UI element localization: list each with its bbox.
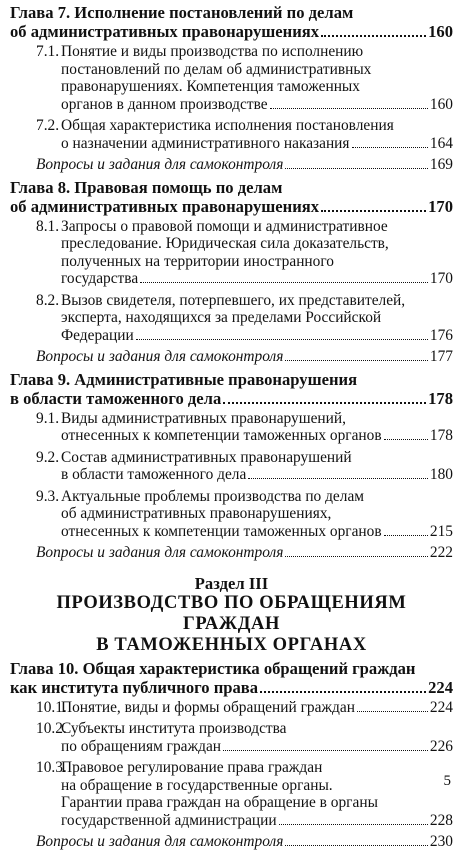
section-title-line: государства (61, 270, 139, 287)
dot-leader (384, 439, 428, 440)
section-body (36, 117, 453, 152)
section-title-line: Актуальные проблемы производства по делам (61, 487, 365, 505)
dot-leader (285, 168, 427, 169)
section-body (36, 720, 453, 755)
section-last-row (61, 270, 453, 288)
section-page-number: 180 (429, 466, 453, 483)
section-page-number: 178 (429, 427, 453, 444)
section-title-line: Понятие и виды производства по исполнению (61, 43, 364, 60)
dot-leader (352, 147, 428, 148)
toc-section-entry (10, 488, 453, 541)
section-title-line: Запросы о правовой помощи и административное (61, 217, 388, 235)
section-title-line: Правовое регулирование права граждан (61, 759, 323, 776)
part-title-line-2: В ТАМОЖЕННЫХ ОРГАНАХ (96, 634, 367, 655)
dot-leader (223, 750, 428, 751)
self-check-questions-entry (10, 348, 453, 366)
dot-leader (285, 556, 427, 557)
section-title-line: Виды административных правонарушений, (61, 409, 346, 427)
toc-section-entry (10, 759, 453, 829)
section-number: 8.2. (36, 291, 60, 309)
toc-part-iii-chapters (10, 659, 453, 851)
section-title-line: Гарантии права граждан на обращение в органы (61, 794, 378, 811)
section-title-line: Общая характеристика исполнения постановления (61, 117, 394, 134)
section-body (36, 488, 453, 541)
section-number: 8.1. (36, 217, 60, 235)
section-text (61, 488, 453, 541)
part-heading (10, 574, 453, 656)
section-body (36, 410, 453, 445)
section-title-line: отнесенных к компетенции таможенных органов (61, 427, 382, 444)
questions-page-number: 169 (429, 156, 453, 173)
chapter-page-number: 160 (428, 22, 453, 41)
part-label: Раздел III (194, 573, 269, 593)
section-page-number: 226 (429, 737, 453, 755)
dot-leader (285, 845, 427, 846)
questions-page-number: 230 (429, 833, 453, 850)
section-title-line: правонарушениях. Компетенция таможенных (61, 78, 360, 95)
questions-label: Вопросы и задания для самоконтроля (36, 544, 284, 561)
section-title-line: по обращениям граждан (61, 737, 222, 755)
dot-leader (321, 35, 426, 37)
section-text (61, 449, 453, 484)
toc-section-entry (10, 292, 453, 345)
toc-part-ii-chapters (10, 3, 453, 562)
section-page-number: 215 (429, 522, 453, 540)
section-title-line: постановлений по делам об административных (61, 60, 372, 78)
section-text (61, 699, 453, 717)
chapter-title-line: об административных правонарушениях (10, 22, 320, 41)
section-title-line: Федерации (61, 326, 134, 344)
chapter-title-row (10, 678, 453, 697)
toc-section-entry (10, 410, 453, 445)
toc-section-entry (10, 218, 453, 288)
section-last-row (61, 812, 453, 830)
section-last-row (61, 699, 453, 717)
chapter-title-line: Глава 8. Правовая помощь по делам (10, 177, 283, 197)
toc-section-entry (10, 699, 453, 717)
chapter-heading (10, 370, 453, 408)
chapter-heading (10, 178, 453, 216)
chapter-page-number: 178 (428, 388, 453, 408)
section-last-row (61, 738, 453, 756)
section-title-line: органов в данном производстве (61, 95, 268, 113)
chapter-page-number: 224 (428, 677, 453, 697)
section-page-number: 160 (429, 95, 453, 113)
section-title-line: полученных на территории иностранного (61, 252, 334, 270)
section-title-line: Состав административных правонарушений (61, 448, 352, 466)
chapter-heading (10, 659, 453, 697)
section-body (36, 699, 453, 717)
chapter-page-number: 170 (428, 196, 453, 216)
chapter-title-row (10, 22, 453, 41)
toc-section-entry (10, 449, 453, 484)
chapter-title-line: Глава 9. Административные правонарушения (10, 369, 358, 389)
questions-label: Вопросы и задания для самоконтроля (36, 348, 284, 365)
chapter-heading (10, 3, 453, 41)
self-check-questions-entry (10, 544, 453, 562)
dot-leader (136, 339, 428, 340)
section-page-number: 176 (429, 326, 453, 344)
part-title-line-1: ПРОИЗВОДСТВО ПО ОБРАЩЕНИЯМ ГРАЖДАН (56, 592, 407, 634)
section-body (36, 449, 453, 484)
section-last-row (61, 427, 453, 445)
section-number: 10.3. (36, 759, 67, 776)
section-page-number: 228 (429, 811, 453, 829)
toc-section-entry (10, 117, 453, 152)
section-title-line: государственной администрации (61, 811, 277, 829)
chapter-title-line: Глава 7. Исполнение постановлений по делам (10, 3, 354, 22)
section-title-line: об административных правонарушениях, (61, 505, 332, 522)
page-number: 5 (443, 773, 451, 789)
section-title-line: отнесенных к компетенции таможенных органов (61, 522, 382, 540)
section-number: 7.1. (36, 43, 60, 60)
dot-leader (384, 535, 428, 536)
section-last-row (61, 135, 453, 153)
dot-leader (321, 210, 426, 212)
section-body (36, 759, 453, 829)
section-text (61, 292, 453, 345)
questions-label: Вопросы и задания для самоконтроля (36, 833, 284, 850)
section-last-row (61, 523, 453, 541)
section-body (36, 218, 453, 288)
section-body (36, 292, 453, 345)
section-number: 9.2. (36, 448, 60, 466)
questions-page-number: 177 (429, 348, 453, 365)
section-title-line: Понятие, виды и формы обращений граждан (61, 698, 355, 716)
section-last-row (61, 96, 453, 114)
section-title-line: эксперта, находящихся за пределами Российской (61, 309, 382, 326)
section-title-line: в области таможенного дела (61, 466, 247, 483)
section-page-number: 170 (429, 270, 453, 287)
section-text (61, 218, 453, 288)
section-number: 7.2. (36, 117, 60, 134)
section-title-line: на обращение в государственные органы. (61, 776, 333, 794)
chapter-title-line: как института публичного права (10, 677, 259, 697)
section-number: 9.3. (36, 487, 60, 505)
section-text (61, 759, 453, 829)
section-title-line: преследование. Юридическая сила доказательств, (61, 235, 389, 252)
chapter-title-row (10, 197, 453, 216)
dot-leader (279, 824, 428, 825)
chapter-title-row (10, 389, 453, 408)
dot-leader (223, 402, 426, 404)
dot-leader (270, 108, 428, 109)
section-title-line: о назначении административного наказания (61, 134, 350, 152)
section-text (61, 43, 453, 113)
section-text (61, 410, 453, 445)
section-number: 9.1. (36, 409, 60, 427)
dot-leader (260, 691, 426, 693)
section-last-row (61, 466, 453, 484)
self-check-questions-entry (10, 833, 453, 851)
self-check-questions-entry (10, 156, 453, 174)
chapter-title-line: об административных правонарушениях (10, 196, 320, 216)
section-page-number: 224 (429, 698, 453, 716)
chapter-title-line: в области таможенного дела (10, 388, 222, 408)
section-title-line: Субъекты института производства (61, 720, 287, 737)
section-text (61, 720, 453, 755)
toc-section-entry (10, 720, 453, 755)
dot-leader (357, 711, 428, 712)
section-text (61, 117, 453, 152)
questions-page-number: 222 (429, 544, 453, 561)
questions-label: Вопросы и задания для самоконтроля (36, 156, 284, 173)
dot-leader (140, 282, 428, 283)
section-number: 10.1. (36, 698, 67, 716)
dot-leader (285, 360, 427, 361)
table-of-contents (10, 0, 453, 855)
toc-section-entry (10, 43, 453, 113)
dot-leader (248, 478, 428, 479)
section-title-line: Вызов свидетеля, потерпевшего, их представителей, (61, 291, 406, 309)
section-body (36, 43, 453, 113)
section-number: 10.2. (36, 720, 67, 737)
chapter-title-line: Глава 10. Общая характеристика обращений граждан (10, 658, 416, 678)
section-page-number: 164 (429, 134, 453, 152)
section-last-row (61, 327, 453, 345)
